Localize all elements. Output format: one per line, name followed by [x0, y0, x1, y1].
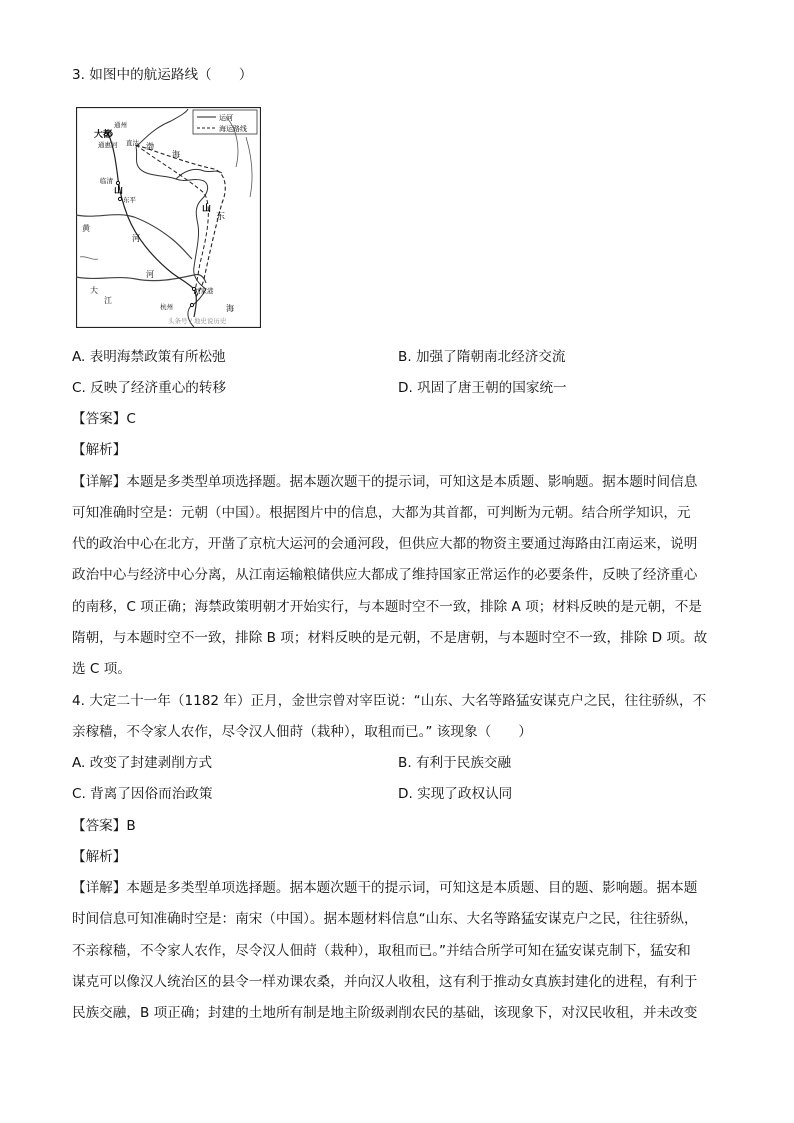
- q3-detail-line: 隋朝，与本题时空不一致，排除 B 项；材料反映的是元朝，不是唐朝，与本题时空不一致，排除 D 项。故: [72, 630, 708, 646]
- q3-detail-line: 可知准确时空是：元朝（中国）。根据图片中的信息，大都为其首都，可判断为元朝。结合所学知识，元: [72, 505, 691, 521]
- label-tongzhou: 通州: [114, 121, 127, 129]
- label-liujiagang: 刘家港: [194, 287, 214, 295]
- legend-sea-route: 海运路线: [219, 125, 247, 133]
- q4-detail-line: 时间信息可知准确时空是：南宋（中国）。据本题材料信息“山东、大名等路猛安谋克户之民，往往骄纵，: [72, 911, 698, 927]
- q4-option-d: D. 实现了政权认同: [398, 786, 513, 802]
- q4-stem-line: 4. 大定二十一年（1182 年）正月，金世宗曾对宰臣说：“山东、大名等路猛安谋克户之民，往往骄纵，不: [72, 693, 707, 709]
- label-dong: 东: [216, 212, 226, 222]
- label-dongping: 东平: [123, 196, 136, 204]
- q4-answer: 【答案】B: [72, 818, 136, 834]
- label-bohai-2: 海: [172, 150, 180, 159]
- label-dadu: 大都: [94, 130, 113, 140]
- label-hangzhou: 杭州: [160, 303, 173, 311]
- q4-analysis-heading: 【解析】: [72, 849, 127, 865]
- q4-detail-line: 民族交融，B 项正确；封建的土地所有制是地主阶级剥削农民的基础，该现象下，对汉民收租，并未改变: [72, 1005, 698, 1021]
- route-map: [76, 107, 261, 328]
- q3-detail-line: 【详解】本题是多类型单项选择题。据本题次题干的提示词，可知这是本质题、影响题。据本题时间信息: [72, 474, 698, 490]
- label-linqing: 临清: [100, 177, 113, 185]
- label-bohai: 渤: [146, 142, 154, 151]
- q3-detail-line: 选 C 项。: [72, 661, 131, 677]
- label-tonghui-river: 通惠河: [98, 141, 118, 149]
- legend-canal: 运河: [219, 114, 233, 122]
- label-shan-east: 山: [202, 204, 212, 214]
- q3-answer: 【答案】C: [72, 411, 136, 427]
- q3-stem: 3. 如图中的航运路线（ ）: [72, 67, 253, 83]
- q3-detail-line: 政治中心与经济中心分离，从江南运输粮储供应大都成了维持国家正常运作的必要条件，反映了经济重心: [72, 567, 698, 583]
- q3-option-b: B. 加强了隋朝南北经济交流: [398, 349, 566, 365]
- label-jiang: 江: [104, 296, 112, 305]
- label-zhigu: 直沽: [126, 139, 139, 147]
- label-da: 大: [90, 286, 98, 295]
- q4-option-a: A. 改变了封建剥削方式: [72, 755, 213, 771]
- label-huang: 黄: [82, 224, 90, 233]
- q3-detail-line: 代的政治中心在北方，开凿了京杭大运河的会通河段，但供应大都的物资主要通过海路由江南运来，说明: [72, 536, 698, 552]
- q4-detail-line: 【详解】本题是多类型单项选择题。据本题次题干的提示词，可知这是本质题、目的题、影响题。据本题: [72, 880, 698, 896]
- q4-stem-line: 亲稼穑，不令家人农作，尽令汉人佃莳（栽种），取租而已。” 该现象（ ）: [72, 724, 532, 740]
- label-yellow-river: 河: [132, 234, 140, 243]
- q3-detail-line: 的南移，C 项正确；海禁政策明朝才开始实行，与本题时空不一致，排除 A 项；材料反映的是元朝，不是: [72, 599, 702, 615]
- map-watermark: 头条号 / 地史说历史: [168, 317, 227, 325]
- q4-detail-line: 不亲稼穑，不令家人农作，尽令汉人佃莳（栽种），取租而已。”并结合所学可知在猛安谋克制下，猛安和: [72, 943, 691, 959]
- route-map-figure: [76, 107, 261, 328]
- q4-option-c: C. 背离了因俗而治政策: [72, 786, 213, 802]
- label-shan-west: 山: [114, 186, 124, 196]
- q4-option-b: B. 有利于民族交融: [398, 755, 512, 771]
- q3-option-a: A. 表明海禁政策有所松弛: [72, 349, 226, 365]
- label-he: 河: [146, 270, 154, 279]
- q3-option-c: C. 反映了经济重心的转移: [72, 380, 227, 396]
- q3-option-d: D. 巩固了唐王朝的国家统一: [398, 380, 567, 396]
- q4-detail-line: 谋克可以像汉人统治区的县令一样劝课农桑，并向汉人收租，这有利于推动女真族封建化的进程，有利于: [72, 974, 698, 990]
- label-sea: 海: [226, 304, 234, 313]
- q3-analysis-heading: 【解析】: [72, 442, 127, 458]
